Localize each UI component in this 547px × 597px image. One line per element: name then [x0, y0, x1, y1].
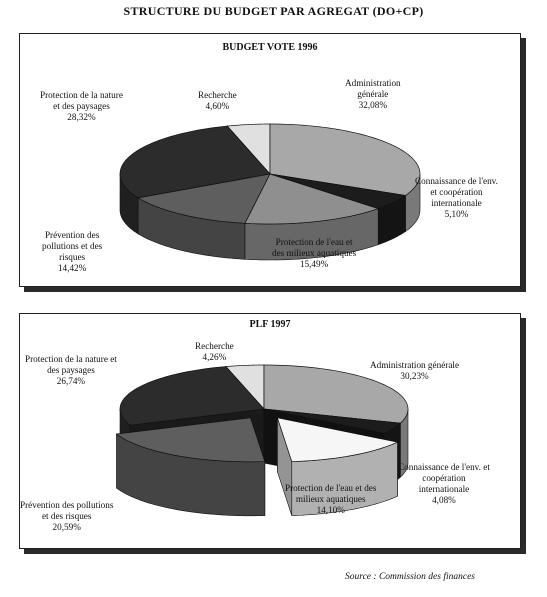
slice-label: [195, 341, 234, 363]
chart-panel-1997: [19, 313, 521, 549]
slice-label-line: Protection de l'eau et des: [285, 483, 377, 493]
slice-label-line: des milieux aquatiques: [272, 248, 357, 258]
slice-value: 32,08%: [358, 100, 387, 110]
source-note: Source : Commission des finances: [345, 572, 475, 582]
chart-panel-1996: [19, 33, 521, 287]
slice-value: 28,32%: [67, 112, 96, 122]
slice-label-line: risques: [59, 252, 86, 262]
slice-label: [285, 483, 376, 516]
slice-label-line: Connaissance de l'env. et: [398, 462, 490, 472]
slice-value: 14,42%: [57, 263, 87, 273]
slice-label-line: Protection de l'eau et: [275, 237, 353, 247]
slice-value: 4,08%: [432, 495, 456, 505]
slice-label-line: Recherche: [198, 90, 237, 100]
slice-label: [20, 500, 113, 533]
slice-label-line: Prévention des pollutions: [20, 500, 114, 510]
chart-title: BUDGET VOTE 1996: [222, 42, 318, 53]
slice-label-line: et coopération: [430, 187, 483, 197]
slice-label: [415, 176, 498, 220]
slice-label: [198, 90, 237, 112]
slice-label-line: Connaissance de l'env.: [415, 176, 498, 186]
slice-label-line: et des risques: [41, 511, 92, 521]
slice-label-line: Recherche: [195, 341, 234, 351]
slice-value: 5,10%: [444, 209, 469, 219]
chart-title: PLF 1997: [249, 319, 291, 330]
slice-label-line: Prévention des: [44, 230, 100, 240]
slice-value: 26,74%: [56, 376, 86, 386]
slice-label: [272, 237, 356, 270]
slice-label: [345, 78, 401, 111]
slice-value: 30,23%: [400, 371, 429, 381]
slice-label-line: des paysages: [47, 365, 95, 375]
slice-label-line: et des paysages: [53, 101, 110, 111]
slice-label-line: Protection de la nature et: [25, 354, 117, 364]
slice-label-line: Protection de la nature: [40, 90, 123, 100]
slice-label-line: milieux aquatiques: [295, 494, 366, 504]
slice-label-line: internationale: [418, 484, 470, 494]
slice-value: 14,10%: [316, 505, 345, 515]
pie-slice: [117, 418, 265, 516]
slice-value: 4,60%: [205, 101, 230, 111]
slice-label-line: Administration: [345, 78, 401, 88]
slice-value: 20,59%: [52, 522, 81, 532]
slice-value: 15,49%: [299, 259, 329, 269]
slice-label: [370, 360, 459, 382]
slice-label-line: internationale: [431, 198, 482, 208]
slice-label: [25, 354, 117, 387]
slice-label-line: générale: [357, 89, 389, 99]
main-title: STRUCTURE DU BUDGET PAR AGREGAT (DO+CP): [123, 4, 424, 18]
slice-label: [42, 230, 102, 274]
slice-label-line: Administration générale: [370, 360, 460, 370]
slice-label: [40, 90, 123, 123]
slice-label: [398, 462, 490, 506]
slice-label-line: pollutions et des: [42, 241, 103, 251]
slice-value: 4,26%: [202, 352, 227, 362]
slice-label-line: coopération: [422, 473, 466, 483]
